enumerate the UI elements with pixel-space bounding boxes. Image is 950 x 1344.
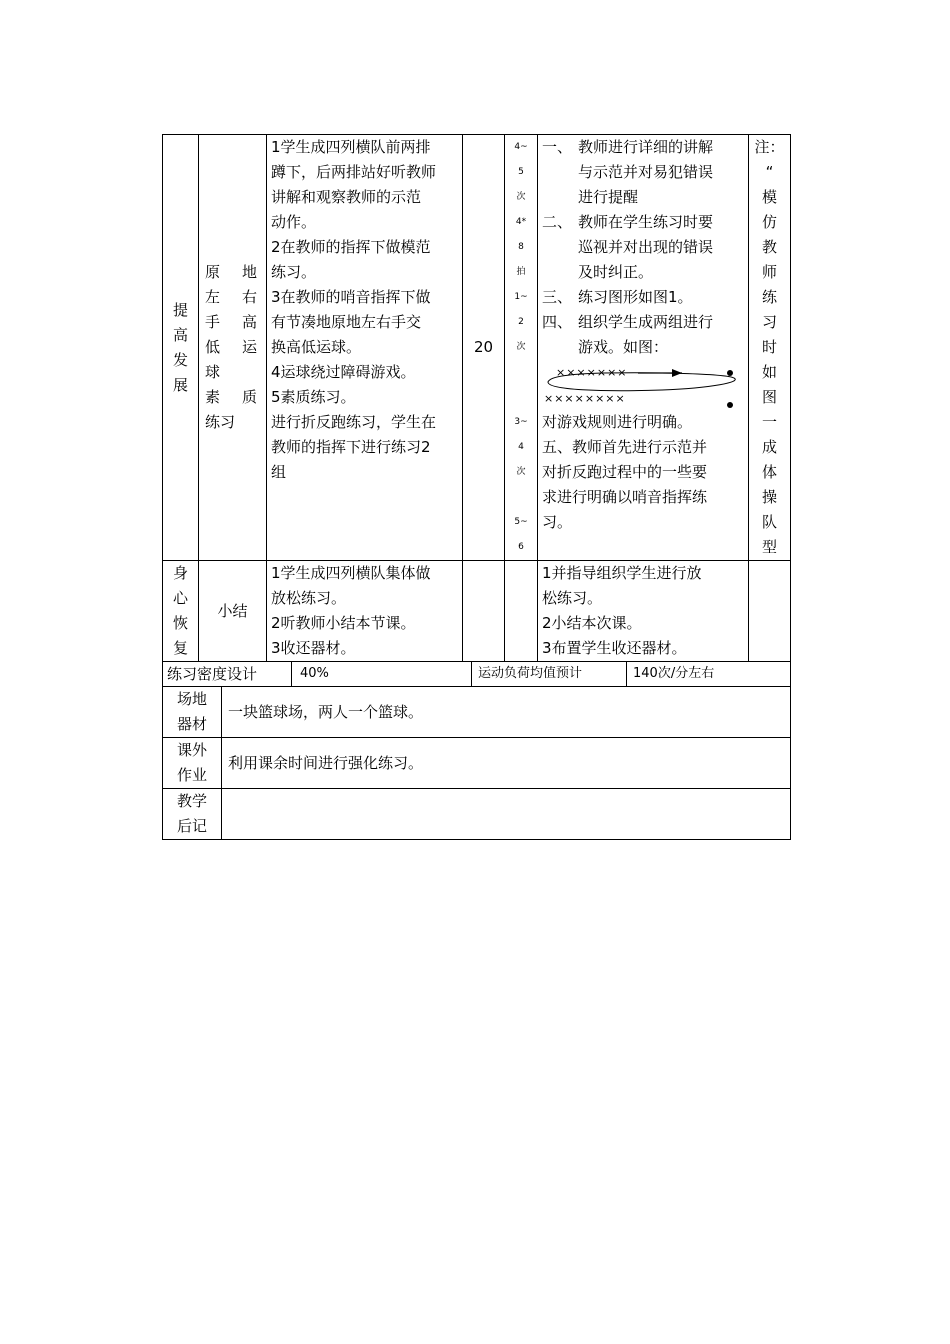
recovery-remarks (749, 561, 791, 662)
section-improvement: 提 高 发 展 (163, 135, 199, 561)
lesson-plan-table (162, 134, 791, 840)
homework-label: 课外 作业 (163, 738, 222, 788)
recovery-method: 1并指导组织学生进行放 松练习。 2小结本次课。 3布置学生收还器材。 (538, 561, 749, 662)
group-1-marks: ××××××× (556, 366, 628, 379)
venue-value: 一块篮球场，两人一个篮球。 (228, 702, 424, 721)
activity-name: 原 地 左 右 手 高 低 运 球 素 质 练习 (199, 135, 267, 561)
row-teaching-notes (163, 789, 791, 840)
teaching-notes-label: 教学 后记 (163, 789, 222, 839)
group-2-marks: ×××××××× (544, 392, 626, 405)
activity-reps: 4~ 5 次 4* 8 拍 1~ 2 次 3~ 4 次 5~ 6 (505, 135, 538, 561)
row-venue (163, 687, 791, 738)
row-density (163, 662, 791, 687)
recovery-time (463, 561, 505, 662)
venue-label: 场地 器材 (163, 687, 222, 737)
game-diagram (542, 360, 744, 410)
row-homework (163, 738, 791, 789)
row-recovery (163, 561, 791, 662)
density-value: 40% (292, 662, 472, 686)
density-label: 练习密度设计 (163, 662, 292, 686)
load-label: 运动负荷均值预计 (472, 662, 627, 686)
section-recovery: 身 心 恢 复 (163, 561, 199, 662)
summary-name: 小结 (199, 561, 267, 662)
homework-value: 利用课余时间进行强化练习。 (228, 753, 424, 772)
teaching-notes-value (222, 789, 790, 839)
method-item-4: 四、 组织学生成两组进行 游戏。如图： (542, 313, 714, 356)
activity-time: 20 (463, 135, 505, 561)
recovery-reps (505, 561, 538, 662)
remarks: 注： “ 模 仿 教 师 练 习 时 如 图 一 成 体 操 队 型 (749, 135, 791, 561)
recovery-content: 1学生成四列横队集体做 放松练习。 2听教师小结本节课。 3收还器材。 (267, 561, 463, 662)
method-item-2: 二、 教师在学生练习时要 巡视并对出现的错误 及时纠正。 (542, 213, 714, 281)
method-item-3: 三、 练习图形如图1。 (542, 288, 693, 306)
teaching-method: 一、 教师进行详细的讲解 与示范并对易犯错误 进行提醒 二、 教师在学生练习时要 巡视并对出现的错误 及时纠正。 三、 练习图形如图1。 四、 组织学生成两组进行 游戏。如图： ××××××× ×××××××× 对游戏规则进行明确。 五、教师首先进行示范并 对折反跑过程中的一些要 求进行明确以哨音指挥练 习。 (538, 135, 749, 561)
row-improvement (163, 135, 791, 561)
load-value: 140次/分左右 (633, 666, 715, 681)
method-item-1: 一、 教师进行详细的讲解 与示范并对易犯错误 进行提醒 (542, 138, 714, 206)
activity-content: 1学生成四列横队前两排 蹲下，后两排站好听教师 讲解和观察教师的示范 动作。 2在教师的指挥下做模范 练习。 3在教师的哨音指挥下做 有节凑地原地左右手交 换高低运球。 4运球绕过障碍游戏。 5素质练习。 进行折反跑练习，学生在 教师的指挥下进行练习2 组 (267, 135, 463, 561)
